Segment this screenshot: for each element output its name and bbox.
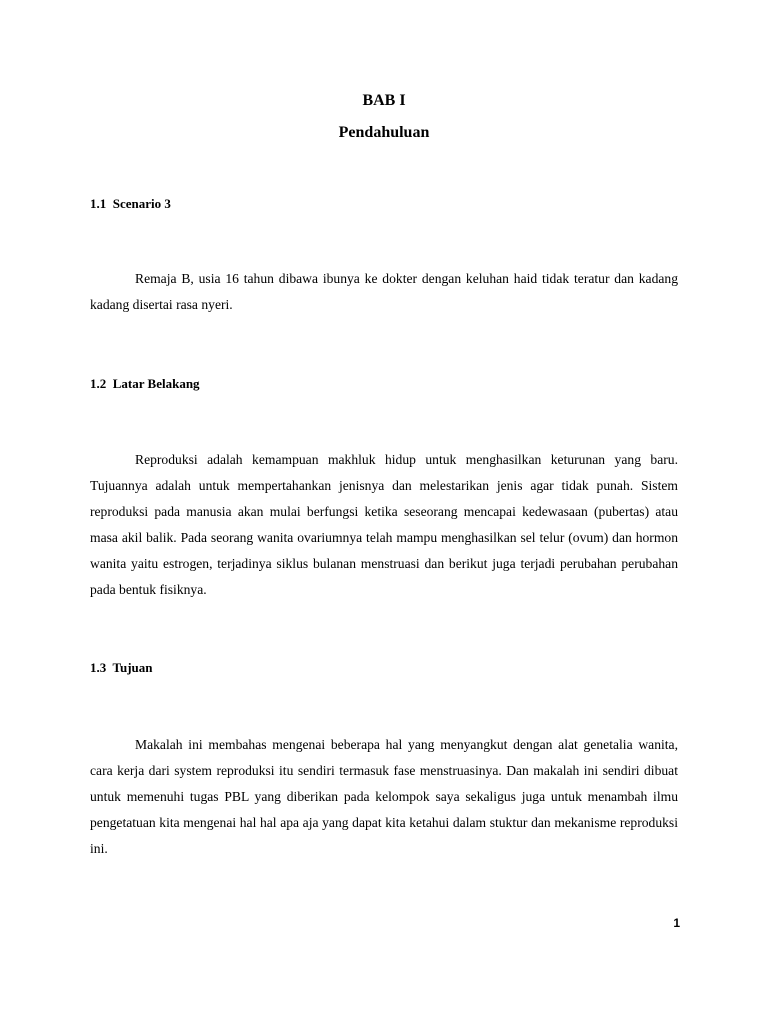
chapter-number: BAB I — [362, 92, 406, 109]
page-number: 1 — [673, 916, 680, 930]
paragraph-purpose: Makalah ini membahas mengenai beberapa hal yang menyangkut dengan alat genetalia wanita, cara kerja dari system reproduksi itu sendiri termasuk fase menstruasinya. Dan makalah ini sendiri dibuat untuk memenuhi tugas PBL yang diberikan pada kelompok saya sekaligus juga untuk menambah ilmu pengetatuan kita mengenai hal hal apa aja yang dapat kita ketahui dalam stuktur dan mekanisme reproduksi ini. — [90, 737, 678, 856]
section-heading-scenario: 1.1 Scenario 3 — [90, 196, 171, 211]
section-heading-purpose: 1.3 Tujuan — [90, 660, 153, 675]
paragraph-background: Reproduksi adalah kemampuan makhluk hidup untuk menghasilkan keturunan yang baru. Tujuannya adalah untuk mempertahankan jenisnya dan melestarikan jenis agar tidak punah. Sistem reproduksi pada manusia akan mulai berfungsi ketika seseorang mencapai kedewasaan (pubertas) atau masa akil balik. Pada seorang wanita ovariumnya telah mampu menghasilkan sel telur (ovum) dan hormon wanita yaitu estrogen, terjadinya siklus bulanan menstruasi dan berikut juga terjadi perubahan perubahan pada bentuk fisiknya. — [90, 452, 678, 597]
paragraph-scenario: Remaja B, usia 16 tahun dibawa ibunya ke dokter dengan keluhan haid tidak teratur dan kadang kadang disertai rasa nyeri. — [90, 271, 678, 312]
chapter-title: Pendahuluan — [338, 124, 430, 141]
section-heading-background: 1.2 Latar Belakang — [90, 376, 200, 391]
